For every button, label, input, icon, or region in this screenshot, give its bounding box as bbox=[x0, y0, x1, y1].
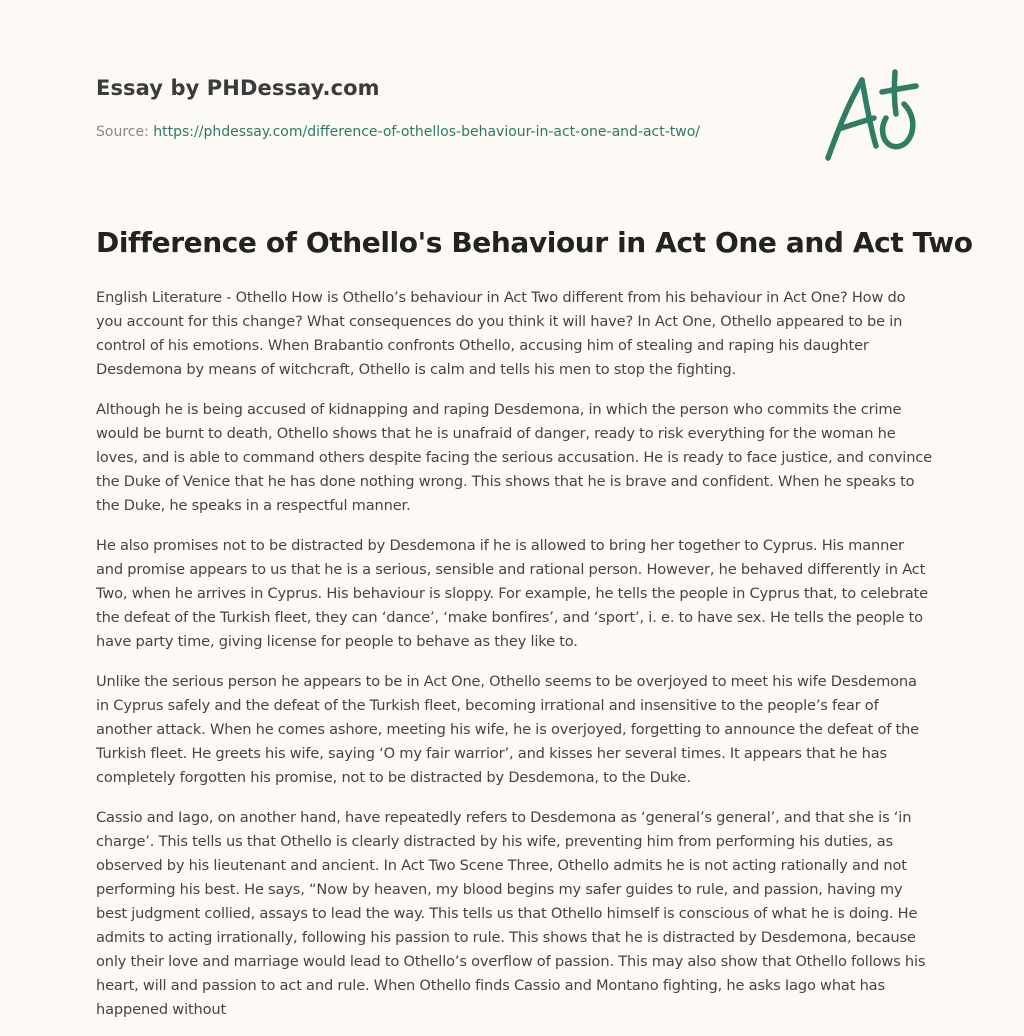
essay-title: Difference of Othello's Behaviour in Act One and Act Two bbox=[96, 226, 973, 259]
source-label: Source: bbox=[96, 124, 149, 140]
site-brand: Essay by PHDessay.com bbox=[96, 76, 380, 100]
source-link[interactable]: https://phdessay.com/difference-of-othellos-behaviour-in-act-one-and-act-two/ bbox=[153, 124, 700, 140]
a-plus-grade-icon bbox=[820, 66, 930, 166]
source-line bbox=[96, 124, 700, 140]
essay-paragraph-4: Unlike the serious person he appears to be in Act One, Othello seems to be overjoyed to meet his wife Desdemona in Cyprus safely and the defeat of the Turkish fleet, becoming irrational and insensitive to the people’s fear of another attack. When he comes ashore, meeting his wife, he is overjoyed, forgetting to announce the defeat of the Turkish fleet. He greets his wife, saying ‘O my fair warrior’, and kisses her several times. It appears that he has completely forgotten his promise, not to be distracted by Desdemona, to the Duke. bbox=[96, 673, 919, 786]
essay-paragraph-1: English Literature - Othello How is Othello’s behaviour in Act Two different from his behaviour in Act One? How do you account for this change? What consequences do you think it will have? In Act One, Othello appeared to be in control of his emotions. When Brabantio confronts Othello, accusing him of stealing and raping his daughter Desdemona by means of witchcraft, Othello is calm and tells his men to stop the fighting. bbox=[96, 289, 906, 378]
essay-paragraph-5: Cassio and Iago, on another hand, have repeatedly refers to Desdemona as ‘general’s general’, and that she is ‘in charge’. This tells us that Othello is clearly distracted by his wife, preventing him from performing his duties, as observed by his lieutenant and ancient. In Act Two Scene Three, Othello admits he is not acting rationally and not performing his best. He says, “Now by heaven, my blood begins my safer guides to rule, and passion, having my best judgment collied, assays to lead the way. This tells us that Othello himself is conscious of what he is doing. He admits to acting irrationally, following his passion to rule. This shows that he is distracted by Desdemona, because only their love and marriage would lead to Othello’s overflow of passion. This may also show that Othello follows his heart, will and passion to act and rule. When Othello finds Cassio and Montano fighting, he asks Iago what has happened without bbox=[96, 809, 926, 1018]
essay-paragraph-3: He also promises not to be distracted by Desdemona if he is allowed to bring her together to Cyprus. His manner and promise appears to us that he is a serious, sensible and rational person. However, he behaved differently in Act Two, when he arrives in Cyprus. His behaviour is sloppy. For example, he tells the people in Cyprus that, to celebrate the defeat of the Turkish fleet, they can ‘dance’, ‘make bonfires’, and ‘sport’, i. e. to have sex. He tells the people to have party time, giving license for people to behave as they like to. bbox=[96, 537, 928, 650]
essay-body bbox=[96, 286, 932, 1036]
essay-paragraph-2: Although he is being accused of kidnapping and raping Desdemona, in which the person who commits the crime would be burnt to death, Othello shows that he is unafraid of danger, ready to risk everything for the woman he loves, and is able to command others despite facing the serious accusation. He is ready to face justice, and convince the Duke of Venice that he has done nothing wrong. This shows that he is brave and confident. When he speaks to the Duke, he speaks in a respectful manner. bbox=[96, 401, 932, 514]
